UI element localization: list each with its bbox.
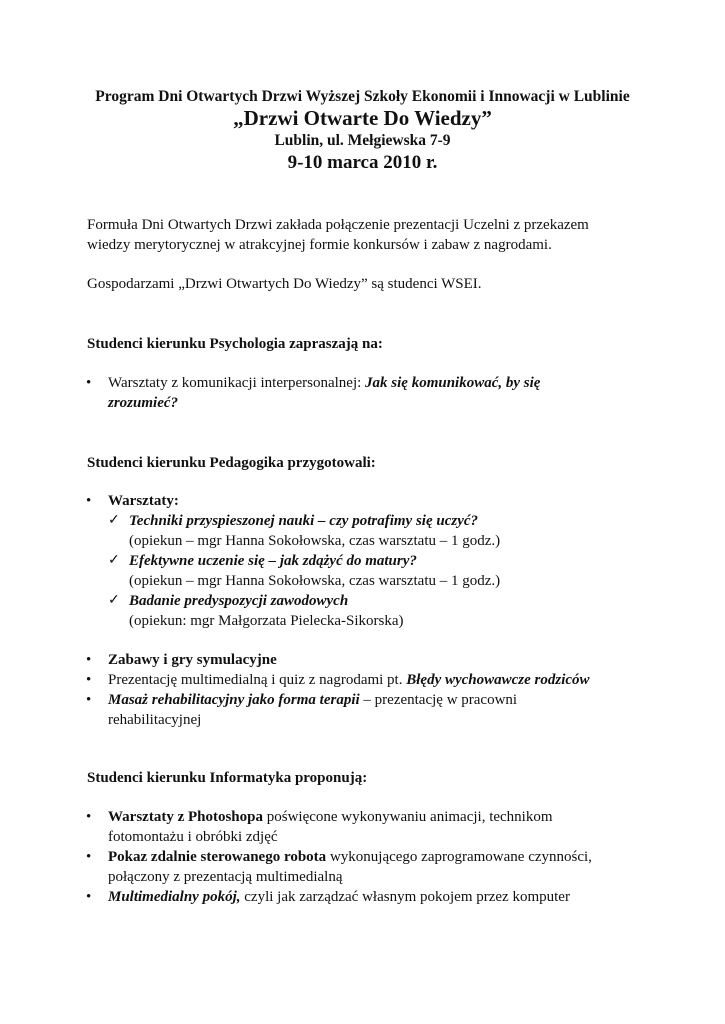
bullet-icon: • [86,889,92,905]
bullet-icon: • [86,652,92,668]
robot-text: wykonującego zaprogramowane czynności, [326,849,592,865]
event-title: „Drzwi Otwarte Do Wiedzy” [233,106,492,130]
bullet-icon: • [86,809,92,825]
checkmark-icon: ✓ [108,513,120,528]
psychology-item-text: Warsztaty z komunikacji interpersonalnej: [108,375,366,391]
bullet-icon: • [86,375,92,391]
massage-text: – prezentację w pracowni [359,692,518,708]
massage-item [108,690,517,710]
room-title: Multimedialny pokój, [108,889,241,905]
informatics-heading: Studenci kierunku Informatyka proponują: [87,770,368,786]
photoshop-text-cont: fotomontażu i obróbki zdjęć [108,829,278,845]
bullet-icon: • [86,493,92,509]
psychology-item-topic: Jak się komunikować, by się [365,375,541,391]
intro-line-1: Formuła Dni Otwartych Drzwi zakłada połączenie prezentacji Uczelni z przekazem [87,217,589,233]
workshop-title: Efektywne uczenie się – jak zdążyć do matury? [129,553,417,569]
workshop-title: Techniki przyspieszonej nauki – czy potrafimy się uczyć? [129,513,479,529]
pedagogy-heading: Studenci kierunku Pedagogika przygotowali: [87,455,376,471]
presentation-title: Błędy wychowawcze rodziców [406,672,590,688]
checkmark-icon: ✓ [108,553,120,568]
massage-title: Masaż rehabilitacyjny jako forma terapii [108,692,360,708]
intro-line-2: wiedzy merytorycznej w atrakcyjnej formie konkursów i zabaw z nagrodami. [87,237,552,253]
bullet-icon: • [86,672,92,688]
psychology-item [108,373,540,393]
psychology-item-topic-cont: zrozumieć? [108,395,179,411]
checkmark-icon: ✓ [108,593,120,608]
room-item [108,887,570,907]
bullet-icon: • [86,849,92,865]
workshop-note: (opiekun: mgr Małgorzata Pielecka-Sikorska) [129,613,404,629]
room-text: czyli jak zarządzać własnym pokojem przez komputer [240,889,570,905]
presentation-item [108,670,590,690]
workshops-label: Warsztaty: [108,493,179,509]
massage-text-cont: rehabilitacyjnej [108,712,202,728]
robot-text-cont: połączony z prezentacją multimedialną [108,869,343,885]
photoshop-title: Warsztaty z Photoshopa [108,809,263,825]
program-title: Program Dni Otwartych Drzwi Wyższej Szkoły Ekonomii i Innowacji w Lublinie [95,88,630,105]
presentation-text: Prezentację multimedialną i quiz z nagrodami pt. [108,672,407,688]
workshop-title: Badanie predyspozycji zawodowych [129,593,349,609]
photoshop-item [108,807,553,827]
games-item: Zabawy i gry symulacyjne [108,652,277,668]
event-date: 9-10 marca 2010 r. [287,152,438,173]
event-address: Lublin, ul. Mełgiewska 7-9 [274,132,451,149]
intro-hosts: Gospodarzami „Drzwi Otwartych Do Wiedzy” są studenci WSEI. [87,276,482,292]
workshop-note: (opiekun – mgr Hanna Sokołowska, czas warsztatu – 1 godz.) [129,533,501,549]
workshop-note: (opiekun – mgr Hanna Sokołowska, czas warsztatu – 1 godz.) [129,573,501,589]
psychology-heading: Studenci kierunku Psychologia zapraszają na: [87,336,383,352]
bullet-icon: • [86,692,92,708]
robot-title: Pokaz zdalnie sterowanego robota [108,849,327,865]
robot-item [108,847,592,867]
photoshop-text: poświęcone wykonywaniu animacji, technikom [263,809,553,825]
